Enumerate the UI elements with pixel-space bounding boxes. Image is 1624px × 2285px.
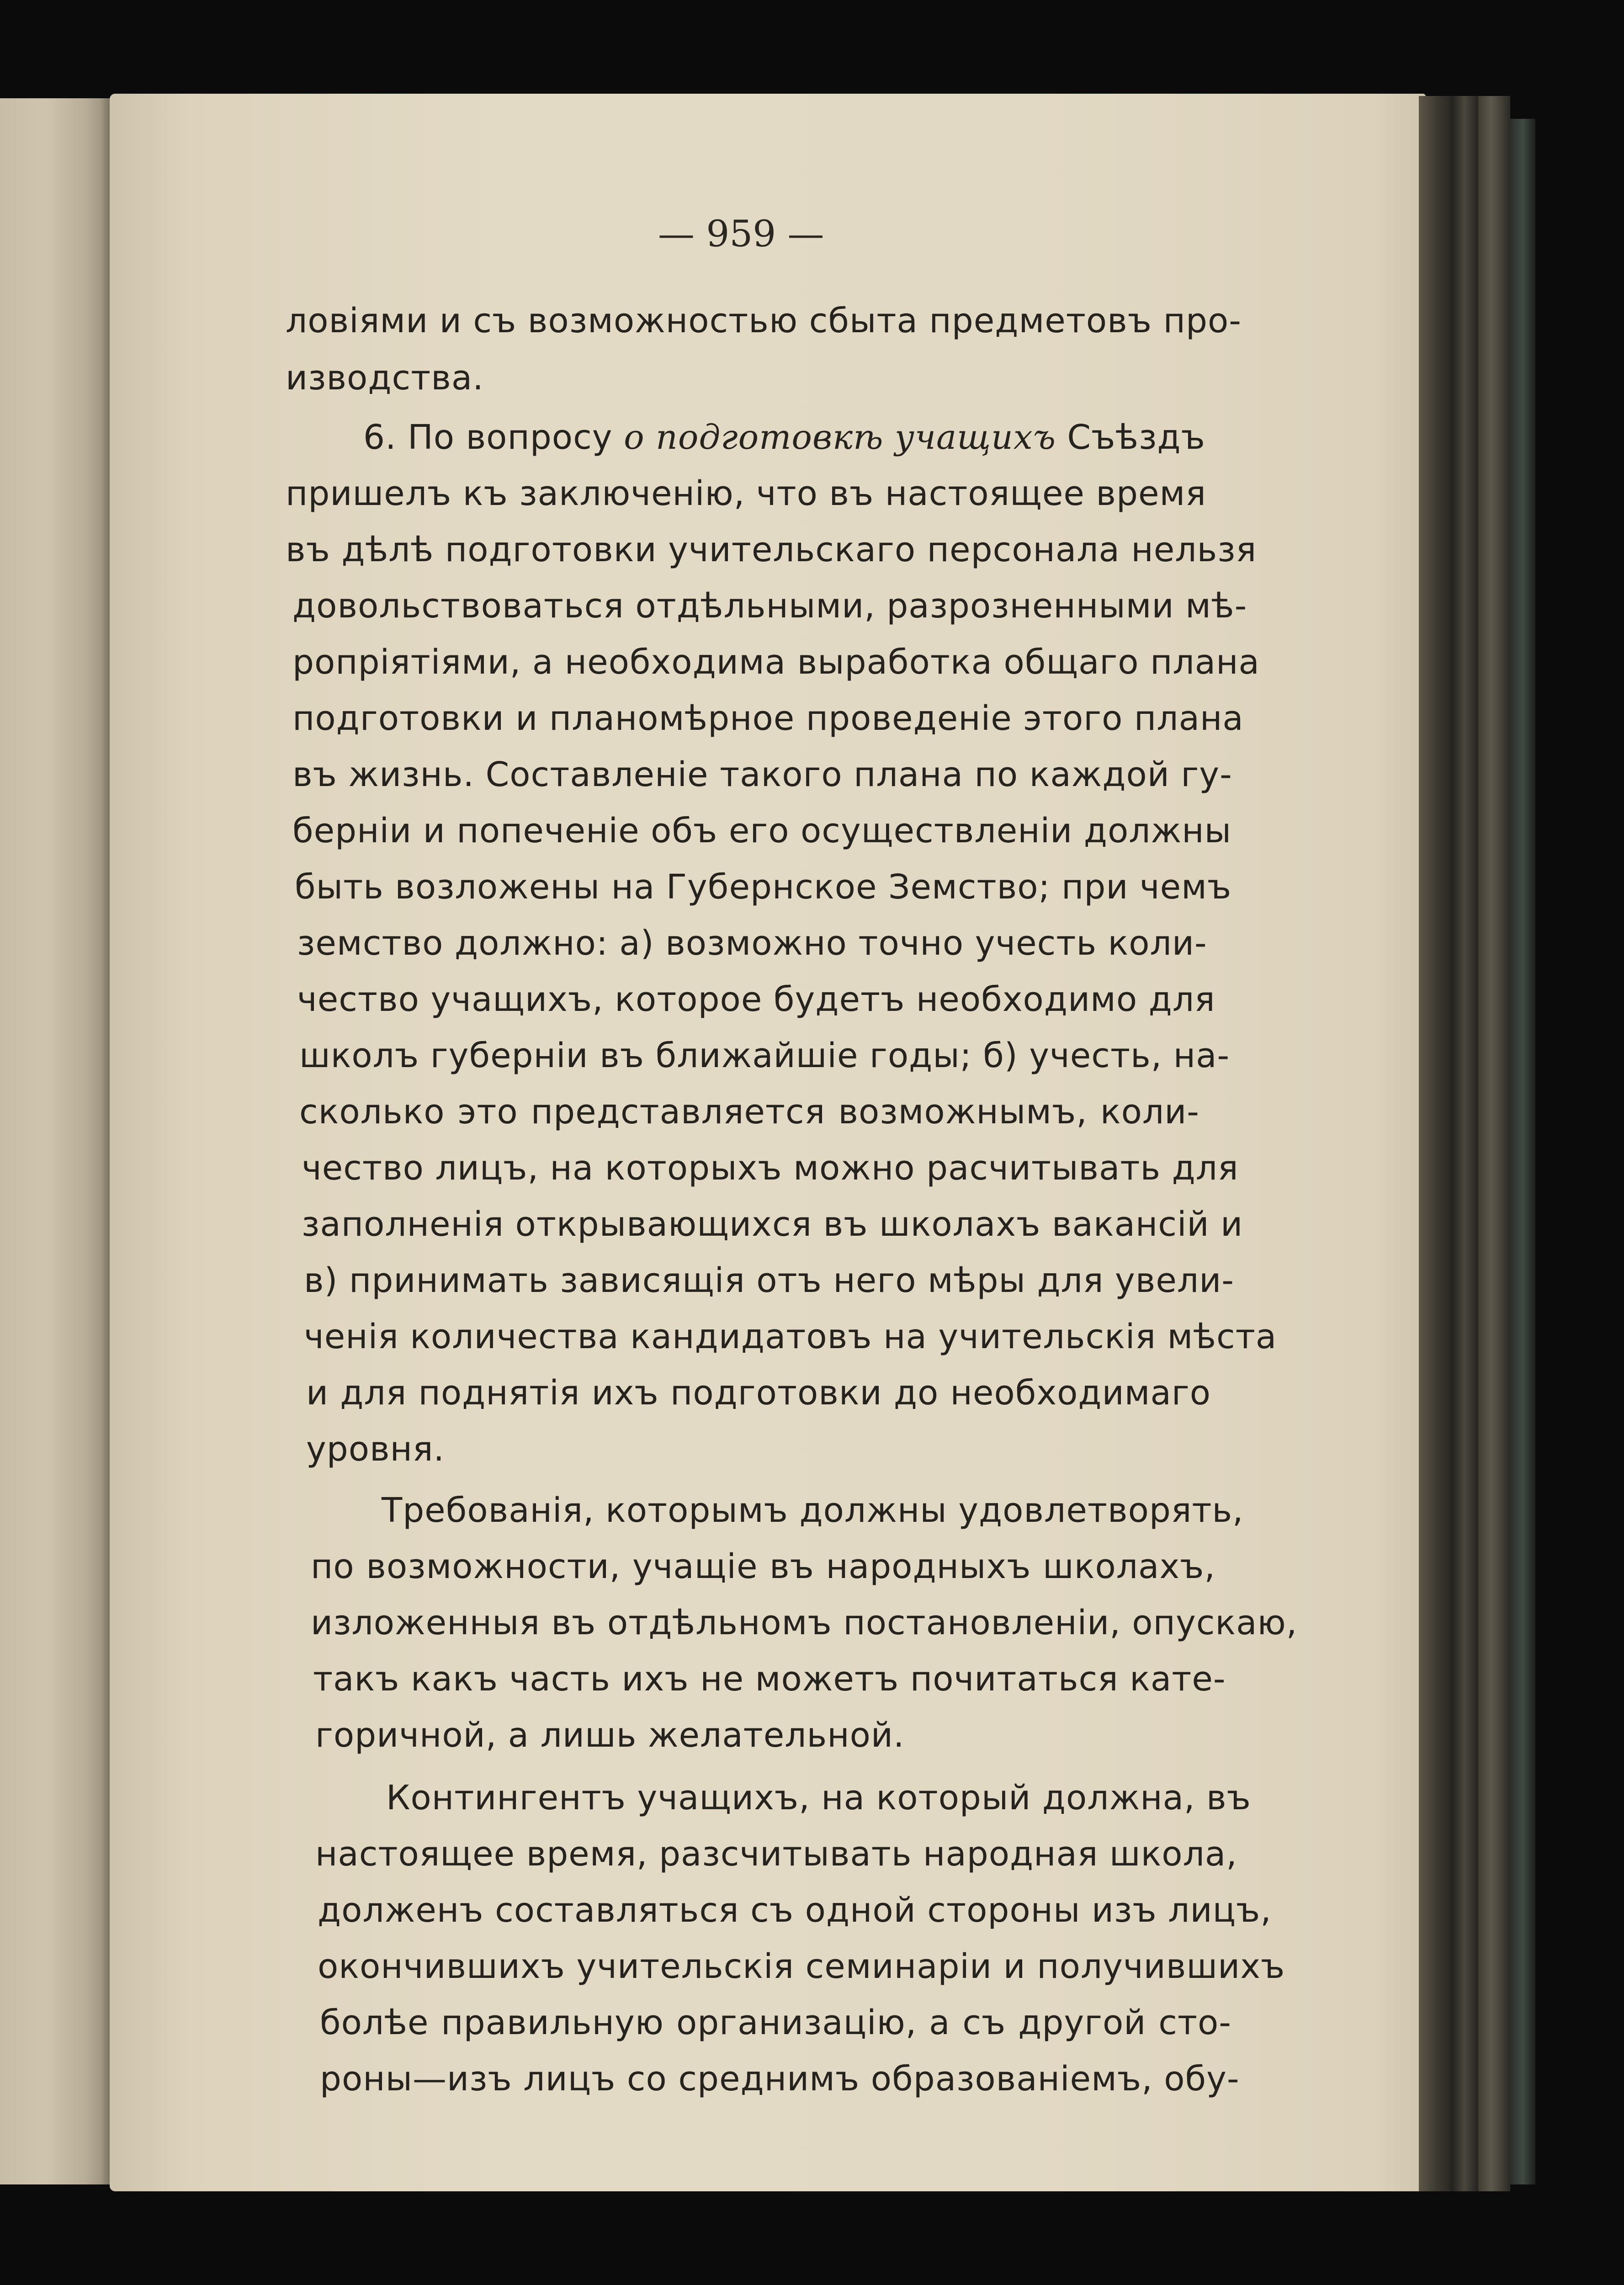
text-line: подготовки и планомѣрное проведеніе этого плана xyxy=(292,699,1244,738)
text-run: Съѣздъ xyxy=(1056,418,1205,457)
page-edge-stack xyxy=(1478,96,1510,2191)
page-number: — 959 — xyxy=(658,213,824,255)
text-line: окончившихъ учительскія семинаріи и получившихъ xyxy=(318,1947,1285,1986)
text-line: довольствоваться отдѣльными, разрозненными мѣ- xyxy=(292,586,1247,626)
text-line: ропріятіями, а необходима выработка общаго плана xyxy=(292,643,1260,682)
text-line: такъ какъ часть ихъ не можетъ почитаться кате- xyxy=(313,1659,1226,1699)
text-line: роны—изъ лицъ со среднимъ образованіемъ, обу- xyxy=(320,2059,1240,2099)
book-cover-edge xyxy=(1510,119,1535,2184)
text-line: в) принимать зависящія отъ него мѣры для увели- xyxy=(304,1261,1235,1300)
text-line: быть возложены на Губернское Земство; при чемъ xyxy=(295,867,1232,907)
text-line: Требованія, которымъ должны удовлетворять, xyxy=(382,1491,1244,1530)
text-line: горичной, а лишь желательной. xyxy=(315,1716,905,1755)
text-line: заполненія открывающихся въ школахъ вакансій и xyxy=(302,1205,1243,1244)
book-page xyxy=(110,94,1426,2191)
text-line: чество учащихъ, которое будетъ необходимо для xyxy=(297,980,1215,1019)
text-line: изводства. xyxy=(286,358,484,398)
italic-heading: о подготовкѣ учащихъ xyxy=(624,418,1056,457)
text-line: пришелъ къ заключенію, что въ настоящее время xyxy=(286,474,1206,513)
text-line: ченія количества кандидатовъ на учительскія мѣста xyxy=(304,1317,1277,1356)
text-line: земство должно: а) возможно точно учесть коли- xyxy=(297,924,1207,963)
text-line: долженъ составляться съ одной стороны изъ лицъ, xyxy=(318,1891,1272,1930)
facing-page-edge xyxy=(0,98,114,2184)
text-line: изложенныя въ отдѣльномъ постановленіи, опускаю, xyxy=(311,1603,1298,1642)
text-line: ловіями и съ возможностью сбыта предметовъ про- xyxy=(286,301,1242,340)
text-line: берніи и попеченіе объ его осуществленіи должны xyxy=(292,811,1232,850)
text-line xyxy=(363,418,1205,457)
page-edge-stack xyxy=(1451,96,1478,2191)
text-line: въ жизнь. Составленіе такого плана по каждой гу- xyxy=(292,755,1232,794)
text-line: болѣе правильную организацію, а съ другой сто- xyxy=(320,2003,1231,2042)
text-line: уровня. xyxy=(306,1429,445,1469)
text-run: 6. По вопросу xyxy=(363,418,624,457)
text-line: и для поднятія ихъ подготовки до необходимаго xyxy=(306,1373,1211,1413)
text-line: школъ губерніи въ ближайшіе годы; б) учесть, на- xyxy=(299,1036,1230,1075)
text-line: чество лицъ, на которыхъ можно расчитывать для xyxy=(302,1148,1239,1188)
text-line: сколько это представляется возможнымъ, коли- xyxy=(299,1092,1199,1132)
text-line: по возможности, учащіе въ народныхъ школахъ, xyxy=(311,1547,1215,1586)
text-line: настоящее время, разсчитывать народная школа, xyxy=(315,1834,1237,1874)
text-line: въ дѣлѣ подготовки учительскаго персонала нельзя xyxy=(286,530,1257,569)
text-line: Контингентъ учащихъ, на который должна, въ xyxy=(386,1778,1251,1817)
page-edge-stack xyxy=(1419,96,1451,2191)
